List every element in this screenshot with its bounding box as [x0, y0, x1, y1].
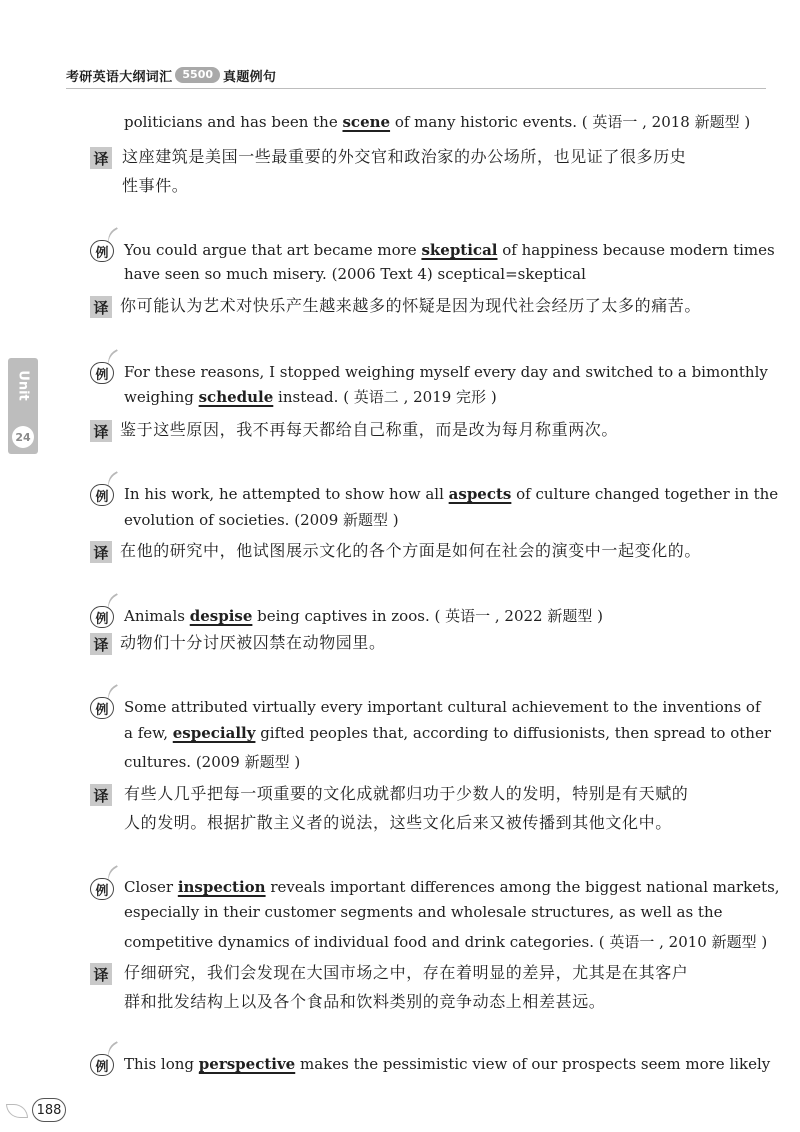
- keyword: perspective: [198, 1055, 296, 1073]
- example-sentence: For these reasons, I stopped weighing myself every day and switched to a bimonthly: [124, 363, 768, 381]
- translation-text: 在他的研究中，他试图展示文化的各个方面是如何在社会的演变中一起变化的。: [120, 541, 702, 560]
- example-icon: 例: [84, 872, 122, 902]
- example-icon: 例: [84, 1048, 122, 1078]
- example-sentence: This long perspective makes the pessimistic view of our prospects seem more likely: [124, 1055, 771, 1073]
- header-title-suffix: 真题例句: [223, 69, 277, 85]
- unit-tab: [8, 358, 38, 454]
- example-sentence: politicians and has been the scene of many historic events. ( 英语一 , 2018 新题型 ): [124, 113, 751, 131]
- keyword: inspection: [177, 878, 266, 896]
- translation-text: 人的发明。根据扩散主义者的说法，这些文化后来又被传播到其他文化中。: [124, 813, 672, 832]
- translation-icon: 译: [90, 541, 112, 563]
- translation-text: 仔细研究，我们会发现在大国市场之中，存在着明显的差异，尤其是在其客户: [124, 963, 689, 982]
- keyword: especially: [172, 724, 256, 742]
- example-sentence: a few, especially gifted peoples that, according to diffusionists, then spread to other: [124, 724, 771, 742]
- keyword: aspects: [448, 485, 512, 503]
- keyword: scene: [342, 113, 391, 131]
- example-sentence: have seen so much misery. (2006 Text 4) sceptical=skeptical: [124, 265, 586, 283]
- translation-icon: 译: [90, 963, 112, 985]
- example-sentence: Animals despise being captives in zoos. ( 英语一 , 2022 新题型 ): [124, 607, 603, 625]
- page-number: 188: [32, 1098, 66, 1122]
- example-sentence: weighing schedule instead. ( 英语二 , 2019 完形 ): [124, 388, 497, 406]
- translation-text: 你可能认为艺术对快乐产生越来越多的怀疑是因为现代社会经历了太多的痛苦。: [120, 296, 702, 315]
- leaf-ornament: [6, 1104, 28, 1118]
- example-icon: 例: [84, 234, 122, 264]
- translation-text: 动物们十分讨厌被囚禁在动物园里。: [120, 633, 386, 652]
- unit-number: 24: [12, 426, 34, 448]
- example-sentence: cultures. (2009 新题型 ): [124, 753, 301, 771]
- keyword: despise: [189, 607, 253, 625]
- example-sentence: You could argue that art became more skeptical of happiness because modern times: [124, 241, 775, 259]
- translation-text: 这座建筑是美国一些最重要的外交官和政治家的办公场所，也见证了很多历史: [122, 147, 687, 166]
- translation-text: 群和批发结构上以及各个食品和饮料类别的竞争动态上相差甚远。: [124, 992, 606, 1011]
- example-icon: 例: [84, 691, 122, 721]
- example-sentence: competitive dynamics of individual food and drink categories. ( 英语一 , 2010 新题型 ): [124, 933, 768, 951]
- example-sentence: Some attributed virtually every important cultural achievement to the inventions of: [124, 698, 761, 716]
- example-icon: 例: [84, 600, 122, 630]
- translation-icon: 译: [90, 633, 112, 655]
- running-header: [66, 64, 276, 86]
- translation-icon: 译: [90, 147, 112, 169]
- unit-label: Unit: [15, 370, 31, 401]
- translation-text: 鉴于这些原因，我不再每天都给自己称重，而是改为每月称重两次。: [120, 420, 619, 439]
- example-sentence: evolution of societies. (2009 新题型 ): [124, 511, 399, 529]
- example-icon: 例: [84, 478, 122, 508]
- keyword: skeptical: [421, 241, 498, 259]
- example-icon: 例: [84, 356, 122, 386]
- translation-icon: 译: [90, 420, 112, 442]
- translation-text: 性事件。: [122, 176, 189, 195]
- header-badge: 5500: [175, 67, 220, 83]
- example-sentence: especially in their customer segments and wholesale structures, as well as the: [124, 903, 723, 921]
- example-sentence: Closer inspection reveals important differences among the biggest national markets,: [124, 878, 780, 896]
- translation-text: 有些人几乎把每一项重要的文化成就都归功于少数人的发明，特别是有天赋的: [124, 784, 689, 803]
- header-title-prefix: 考研英语大纲词汇: [66, 69, 173, 85]
- translation-icon: 译: [90, 784, 112, 806]
- header-divider: [66, 88, 766, 89]
- keyword: schedule: [198, 388, 274, 406]
- example-sentence: In his work, he attempted to show how all aspects of culture changed together in the: [124, 485, 779, 503]
- translation-icon: 译: [90, 296, 112, 318]
